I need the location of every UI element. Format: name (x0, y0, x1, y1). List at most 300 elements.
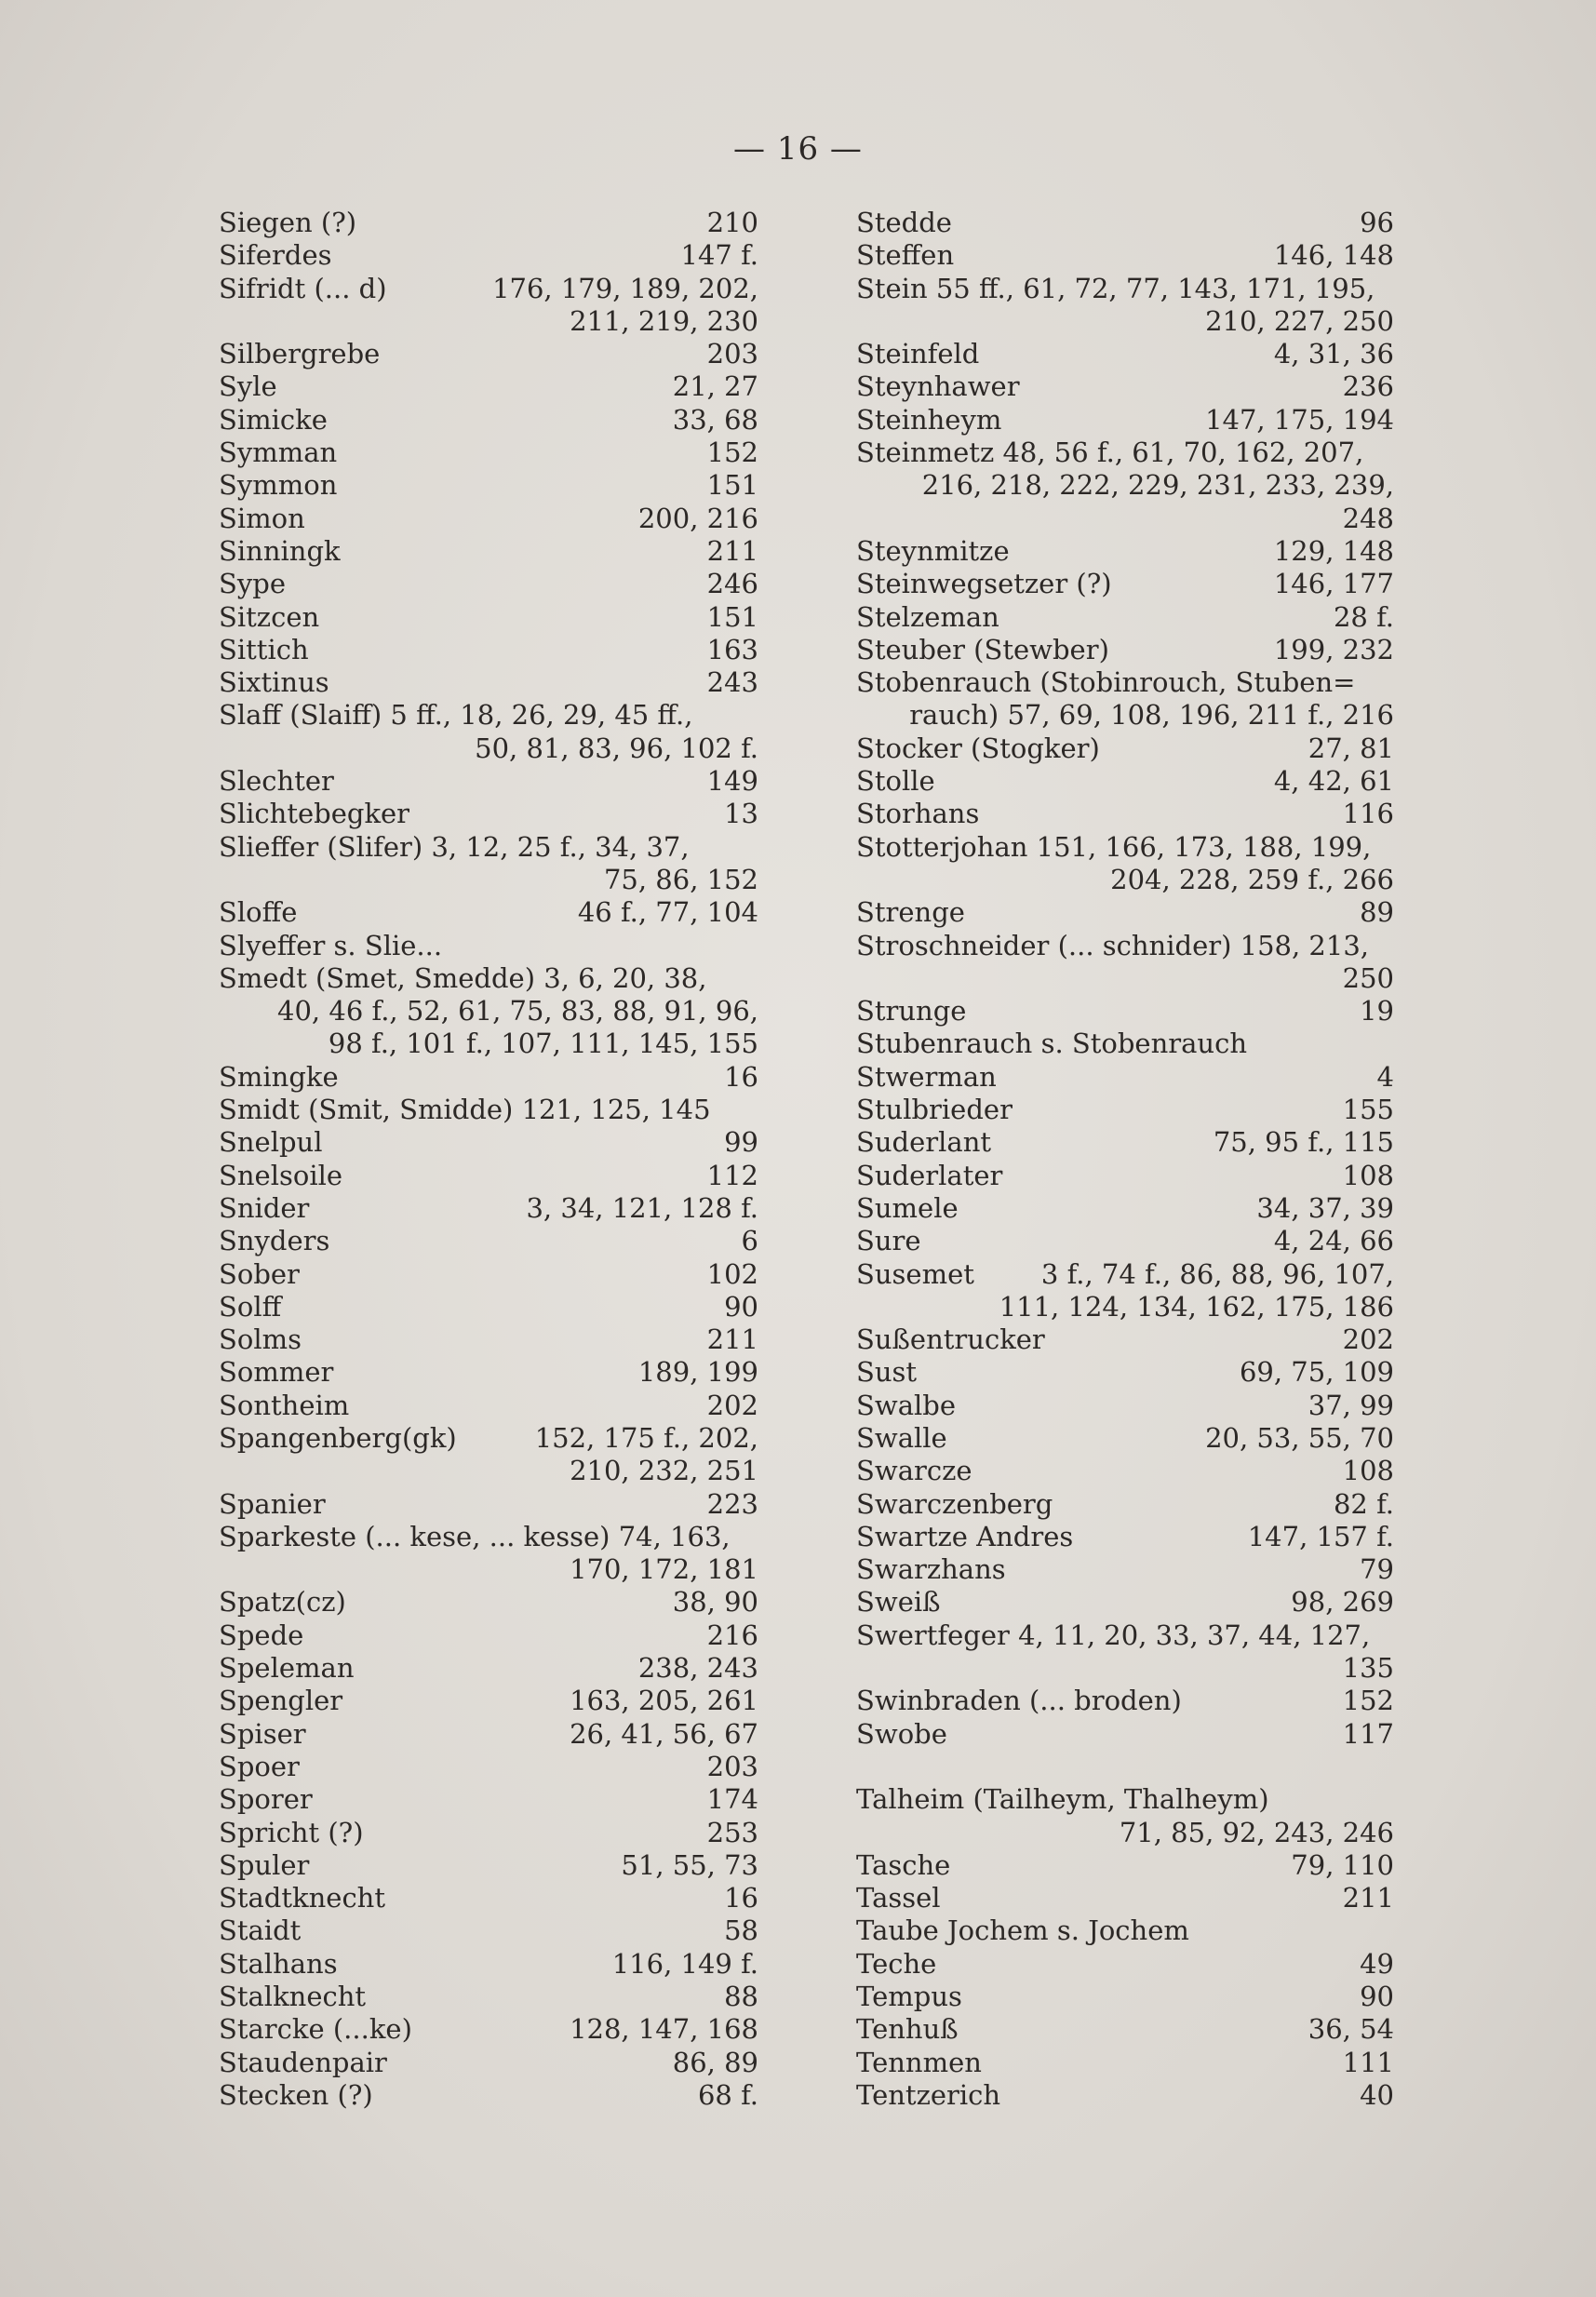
index-entry (856, 666, 1394, 732)
index-page-refs: 88 (724, 1981, 758, 2013)
index-page-refs: 36, 54 (1308, 2013, 1394, 2046)
index-entry-line (219, 437, 758, 469)
index-page-refs: 147, 175, 194 (1205, 403, 1394, 436)
index-entry (219, 207, 758, 239)
index-entry-line (856, 1488, 1394, 1521)
index-page-refs: 174 (706, 1783, 758, 1816)
index-page-refs: 238, 243 (637, 1652, 758, 1685)
index-entry-line (856, 273, 1394, 305)
index-term: Tasche (856, 1848, 951, 1881)
index-page-refs: 6 (741, 1225, 758, 1257)
index-page-refs: 51, 55, 73 (621, 1848, 758, 1881)
index-term: Solms (219, 1323, 302, 1356)
index-page-refs: 4 (1376, 1060, 1394, 1093)
index-page-refs: 253 (706, 1816, 758, 1848)
index-page-refs: 202 (706, 1389, 758, 1421)
index-page-refs-continued: 210, 232, 251 (570, 1455, 758, 1487)
index-entry-line (856, 1948, 1394, 1981)
index-term: Snelsoile (219, 1159, 343, 1191)
index-entry (856, 1356, 1394, 1389)
index-term: Slyeffer s. Slie... (219, 929, 443, 961)
index-entry-line (856, 1160, 1394, 1192)
index-term: Spiser (219, 1717, 306, 1750)
index-entry (219, 1126, 758, 1159)
index-entry-line (219, 930, 758, 962)
index-term: Steinwegsetzer (?) (856, 568, 1112, 600)
index-term: Spede (219, 1619, 304, 1651)
index-entry-line (219, 1225, 758, 1257)
index-entry (219, 2013, 758, 2046)
index-entry (856, 2047, 1394, 2079)
index-entry-line (219, 1817, 758, 1849)
index-page-refs: 49 (1360, 1947, 1394, 1980)
index-page-refs: 3 f., 74 f., 86, 88, 96, 107, (1040, 1257, 1394, 1290)
index-term: Suderlater (856, 1159, 1003, 1191)
index-entry-line (219, 1882, 758, 1914)
index-page-refs: 200, 216 (637, 502, 758, 534)
index-page-refs: 146, 177 (1273, 568, 1394, 600)
index-entry (856, 831, 1394, 897)
index-page-refs: 117 (1342, 1717, 1394, 1750)
index-entry (219, 765, 758, 798)
index-entry-line (219, 1160, 758, 1192)
index-term: Stroschneider (... schnider) 158, 213, (856, 929, 1369, 961)
index-entry (219, 1718, 758, 1751)
index-entry-line (856, 437, 1394, 469)
index-entry (856, 1586, 1394, 1619)
index-entry (219, 338, 758, 370)
index-entry-line (219, 2079, 758, 2112)
index-entry (219, 1882, 758, 1914)
index-term: Sontheim (219, 1389, 350, 1421)
index-term: Swartze Andres (856, 1520, 1074, 1552)
index-term: Steynmitze (856, 534, 1010, 567)
index-entry (856, 1981, 1394, 2013)
index-entry (856, 995, 1394, 1028)
index-term: Swinbraden (... broden) (856, 1685, 1182, 1717)
index-term: Tassel (856, 1882, 941, 1914)
index-page-refs: 27, 81 (1308, 732, 1394, 764)
index-entry (219, 2047, 758, 2079)
index-entry-line (219, 831, 758, 864)
index-page-refs: 75, 95 f., 115 (1213, 1126, 1394, 1159)
index-term: Slaff (Slaiff) 5 ff., 18, 26, 29, 45 ff., (219, 699, 693, 732)
index-entry (856, 1160, 1394, 1192)
index-entry-line (219, 1291, 758, 1323)
index-entry-line (219, 338, 758, 370)
index-term: Simon (219, 502, 305, 534)
index-entry (219, 1783, 758, 1816)
index-entry-line (856, 1914, 1394, 1947)
index-page-refs-continued: 170, 172, 181 (570, 1553, 758, 1586)
index-term: Slieffer (Slifer) 3, 12, 25 f., 34, 37, (219, 830, 690, 863)
index-page-refs: 99 (724, 1126, 758, 1159)
index-term: Syle (219, 370, 277, 403)
index-page-refs: 151 (706, 600, 758, 633)
index-entry-line (219, 1323, 758, 1356)
index-entry (219, 1323, 758, 1356)
index-entry-line (856, 930, 1394, 962)
index-page-refs: 20, 53, 55, 70 (1205, 1421, 1394, 1454)
index-page-refs: 116, 149 f. (611, 1947, 758, 1980)
index-entry (219, 1948, 758, 1981)
index-entry-line (219, 601, 758, 634)
index-page-refs: 163, 205, 261 (570, 1685, 758, 1717)
index-entry (219, 1225, 758, 1257)
index-term: Sober (219, 1257, 300, 1290)
index-entry (219, 666, 758, 699)
index-page-refs: 34, 37, 39 (1256, 1191, 1394, 1224)
index-entry (856, 273, 1394, 339)
index-term: Speleman (219, 1652, 355, 1685)
index-term: Steynhawer (856, 370, 1020, 403)
index-entry-line (856, 1323, 1394, 1356)
index-entry-line (856, 1553, 1394, 1586)
index-entry-line (856, 634, 1394, 666)
index-entry-line (856, 1882, 1394, 1914)
index-page-refs: 202 (1342, 1323, 1394, 1356)
index-entry (856, 1422, 1394, 1455)
index-entry-line (219, 896, 758, 929)
index-entry (219, 1914, 758, 1947)
index-page-refs: 90 (724, 1290, 758, 1323)
index-term: Spengler (219, 1685, 343, 1717)
index-term: Swalle (856, 1421, 947, 1454)
index-entry (219, 469, 758, 502)
index-page-refs: 211 (706, 1323, 758, 1356)
index-term: Sußentrucker (856, 1323, 1045, 1356)
index-term: Sweiß (856, 1586, 941, 1619)
index-entry (219, 962, 758, 1061)
index-term: Symmon (219, 469, 338, 502)
index-entry-line (219, 1521, 758, 1553)
index-entry-line (219, 765, 758, 798)
index-term: Storhans (856, 798, 980, 830)
index-term: Smidt (Smit, Smidde) 121, 125, 145 (219, 1094, 711, 1126)
index-entry (856, 568, 1394, 600)
index-entry (856, 765, 1394, 798)
index-term: Stulbrieder (856, 1094, 1013, 1126)
index-term: Spoer (219, 1750, 300, 1782)
index-term: Smedt (Smet, Smedde) 3, 6, 20, 38, (219, 961, 707, 994)
index-entry (219, 1422, 758, 1488)
index-entry-line (856, 1258, 1394, 1291)
index-entry (856, 1718, 1394, 1751)
index-term: Stein 55 ff., 61, 72, 77, 143, 171, 195, (856, 272, 1375, 304)
index-entry (856, 1553, 1394, 1586)
index-term: Sittich (219, 633, 309, 665)
index-page-refs-continued: rauch) 57, 69, 108, 196, 211 f., 216 (909, 699, 1394, 732)
index-term: Swarcze (856, 1455, 972, 1487)
index-entry (856, 1685, 1394, 1717)
index-entry-line (856, 1783, 1394, 1816)
index-page-refs: 203 (706, 1750, 758, 1782)
index-page-refs-continued: 98 f., 101 f., 107, 111, 145, 155 (328, 1028, 758, 1060)
index-term: Simicke (219, 403, 328, 436)
index-entry-line (856, 1521, 1394, 1553)
index-entry-line (856, 1192, 1394, 1225)
index-entry-line (856, 1390, 1394, 1422)
index-entry-line (856, 1094, 1394, 1126)
index-entry-line (219, 1390, 758, 1422)
index-entry-line (219, 207, 758, 239)
index-entry (219, 273, 758, 339)
index-term: Steinfeld (856, 338, 980, 370)
index-page-refs: 243 (706, 666, 758, 699)
index-term: Slechter (219, 765, 334, 798)
index-term: Swarzhans (856, 1553, 1006, 1586)
index-page-refs: 90 (1360, 1981, 1394, 2013)
index-page-refs-continued: 75, 86, 152 (603, 863, 758, 895)
index-page-refs: 211 (706, 534, 758, 567)
index-entry-line (219, 1981, 758, 2013)
index-term: Siferdes (219, 239, 332, 272)
index-entry-line (856, 666, 1394, 699)
index-entry-line (856, 995, 1394, 1028)
index-entry (856, 1323, 1394, 1356)
index-entry (219, 1390, 758, 1422)
index-entry-line (856, 2013, 1394, 2046)
index-entry-line (856, 1849, 1394, 1882)
index-entry (856, 535, 1394, 568)
index-entry-line (219, 1849, 758, 1882)
index-page-refs: 108 (1342, 1455, 1394, 1487)
index-entry-line (856, 1718, 1394, 1751)
index-entry-line (219, 634, 758, 666)
index-entry (856, 1028, 1394, 1060)
index-entry (219, 798, 758, 830)
index-term: Suderlant (856, 1126, 992, 1159)
index-page-refs: 58 (724, 1914, 758, 1947)
index-column-left (219, 207, 758, 2112)
index-term: Spricht (?) (219, 1816, 364, 1848)
index-term: Snider (219, 1191, 310, 1224)
index-entry (856, 634, 1394, 666)
index-term: Sure (856, 1225, 921, 1257)
index-term: Tenhuß (856, 2013, 959, 2046)
index-entry-line (856, 2079, 1394, 2112)
index-entry-line (856, 798, 1394, 830)
index-entry-line (856, 601, 1394, 634)
index-entry-line (856, 1981, 1394, 2013)
index-term: Sommer (219, 1356, 334, 1389)
index-entry-line (856, 1685, 1394, 1717)
index-entry (856, 1094, 1394, 1126)
index-page-refs: 3, 34, 121, 128 f. (526, 1191, 758, 1224)
index-entry-line (219, 1586, 758, 1619)
index-page-refs: 69, 75, 109 (1239, 1356, 1394, 1389)
index-page-refs: 203 (706, 338, 758, 370)
index-page-refs: 86, 89 (672, 2046, 758, 2078)
index-entry-line (856, 535, 1394, 568)
index-term: Sust (856, 1356, 918, 1389)
index-entry-line (856, 1619, 1394, 1652)
index-entry-line (219, 535, 758, 568)
index-entry-line (856, 370, 1394, 403)
index-entry (856, 1061, 1394, 1094)
index-entry (856, 437, 1394, 535)
index-page-refs: 216 (706, 1619, 758, 1651)
index-entry-line (219, 2047, 758, 2079)
index-entry-line (856, 732, 1394, 765)
index-term: Tentzerich (856, 2078, 1001, 2111)
index-page-refs: 163 (706, 633, 758, 665)
index-term: Spanier (219, 1487, 326, 1520)
index-term: Stecken (?) (219, 2078, 373, 2111)
index-page-refs: 28 f. (1333, 600, 1394, 633)
index-entry-line (219, 1422, 758, 1455)
index-entry (219, 1160, 758, 1192)
index-term: Stubenrauch s. Stobenrauch (856, 1028, 1248, 1060)
index-page-refs: 89 (1360, 896, 1394, 929)
index-term: Swertfeger 4, 11, 20, 33, 37, 44, 127, (856, 1619, 1371, 1651)
index-entry (856, 1948, 1394, 1981)
index-page-refs: 68 f. (697, 2078, 758, 2111)
index-entry (219, 699, 758, 765)
index-column-right (856, 207, 1394, 2112)
index-term: Steinheym (856, 403, 1002, 436)
index-entry-line (219, 962, 758, 995)
index-page-refs: 149 (706, 765, 758, 798)
index-term: Smingke (219, 1060, 339, 1093)
index-entry (219, 1817, 758, 1849)
index-page-refs-continued: 250 (1342, 961, 1394, 994)
index-entry-line (219, 1652, 758, 1685)
index-page-refs: 210 (706, 207, 758, 238)
index-page-refs-continued: 248 (1342, 502, 1394, 534)
index-page-refs-continued: 211, 219, 230 (570, 304, 758, 337)
index-page-refs: 26, 41, 56, 67 (570, 1717, 758, 1750)
index-term: Tennmen (856, 2046, 982, 2078)
index-entry-line (219, 1488, 758, 1521)
index-entry-line (856, 568, 1394, 600)
index-entry-line (219, 1061, 758, 1094)
index-term: Sporer (219, 1783, 313, 1816)
index-page-refs-continued: 50, 81, 83, 96, 102 f. (475, 732, 758, 764)
index-page-refs: 98, 269 (1291, 1586, 1394, 1619)
index-entry (219, 930, 758, 962)
index-entry (219, 1258, 758, 1291)
index-entry (219, 1586, 758, 1619)
index-entry (856, 1783, 1394, 1849)
index-entry-line (219, 239, 758, 272)
index-term: Stedde (856, 207, 952, 238)
index-entry (219, 1981, 758, 2013)
index-term: Talheim (Tailheym, Thalheym) (856, 1783, 1269, 1816)
index-page-refs: 37, 99 (1308, 1389, 1394, 1421)
index-term: Stocker (Stogker) (856, 732, 1100, 764)
index-entry (219, 1685, 758, 1717)
index-page-refs-continued: 216, 218, 222, 229, 231, 233, 239, (921, 469, 1394, 502)
index-term: Taube Jochem s. Jochem (856, 1914, 1189, 1947)
index-term: Siegen (?) (219, 207, 357, 238)
index-term: Stobenrauch (Stobinrouch, Stuben= (856, 666, 1356, 699)
index-page-refs: 4, 24, 66 (1273, 1225, 1394, 1257)
index-entry-line (856, 207, 1394, 239)
index-entry (219, 503, 758, 535)
index-term: Snelpul (219, 1126, 323, 1159)
index-entry (856, 1849, 1394, 1882)
index-term: Sifridt (... d) (219, 272, 387, 304)
index-entry (856, 732, 1394, 765)
index-entry-line (219, 404, 758, 437)
index-page-refs: 4, 31, 36 (1273, 338, 1394, 370)
index-page-refs: 246 (706, 568, 758, 600)
index-entry (219, 601, 758, 634)
index-page-refs: 152 (1342, 1685, 1394, 1717)
page-number: — 16 — (733, 130, 863, 168)
index-page-refs: 116 (1342, 798, 1394, 830)
index-entry (219, 1061, 758, 1094)
index-page-refs-continued: 204, 228, 259 f., 266 (1110, 863, 1394, 895)
index-term: Sinningk (219, 534, 341, 567)
index-entry-line (219, 503, 758, 535)
index-term: Solff (219, 1290, 282, 1323)
index-entry (856, 1455, 1394, 1487)
index-entry-line (219, 1718, 758, 1751)
index-page-refs: 13 (724, 798, 758, 830)
index-page-refs: 147, 157 f. (1247, 1520, 1394, 1552)
index-page-refs: 38, 90 (672, 1586, 758, 1619)
index-entry-line (856, 2047, 1394, 2079)
index-page-refs: 4, 42, 61 (1273, 765, 1394, 798)
index-term: Swarczenberg (856, 1487, 1053, 1520)
index-entry-line (219, 1356, 758, 1389)
index-term: Sype (219, 568, 286, 600)
index-page-refs: 79, 110 (1291, 1848, 1394, 1881)
index-term: Sumele (856, 1191, 959, 1224)
index-page-refs-continued: 71, 85, 92, 243, 246 (1119, 1816, 1394, 1848)
index-term: Snyders (219, 1225, 330, 1257)
index-entry (219, 1291, 758, 1323)
index-term: Stelzeman (856, 600, 999, 633)
index-entry-line (856, 239, 1394, 272)
index-entry (219, 239, 758, 272)
index-entry-line (219, 273, 758, 305)
index-term: Swobe (856, 1717, 947, 1750)
index-entry (219, 1619, 758, 1652)
index-page-refs: 108 (1342, 1159, 1394, 1191)
index-term: Stotterjohan 151, 166, 173, 188, 199, (856, 830, 1372, 863)
index-entry (219, 535, 758, 568)
index-page-refs: 111 (1342, 2046, 1394, 2078)
section-gap (856, 1751, 1394, 1783)
index-entry-line (219, 1258, 758, 1291)
index-entry (856, 1521, 1394, 1553)
index-entry (219, 2079, 758, 2112)
index-page-refs: 199, 232 (1273, 633, 1394, 665)
index-page-refs: 112 (706, 1159, 758, 1191)
index-term: Staidt (219, 1914, 302, 1947)
index-entry-line (856, 831, 1394, 864)
index-entry-line (219, 1094, 758, 1126)
index-entry-line (219, 1751, 758, 1783)
index-entry (856, 1882, 1394, 1914)
index-page-refs: 102 (706, 1257, 758, 1290)
index-term: Silbergrebe (219, 338, 381, 370)
index-entry-line (219, 1619, 758, 1652)
index-entry (856, 370, 1394, 403)
index-entry (856, 601, 1394, 634)
index-entry-line (219, 1126, 758, 1159)
index-page-refs: 155 (1342, 1094, 1394, 1126)
index-entry-line (856, 1455, 1394, 1487)
index-term: Steinmetz 48, 56 f., 61, 70, 162, 207, (856, 437, 1364, 469)
index-page-refs: 236 (1342, 370, 1394, 403)
index-entry-line (219, 699, 758, 732)
index-term: Sitzcen (219, 600, 320, 633)
index-entry (856, 239, 1394, 272)
